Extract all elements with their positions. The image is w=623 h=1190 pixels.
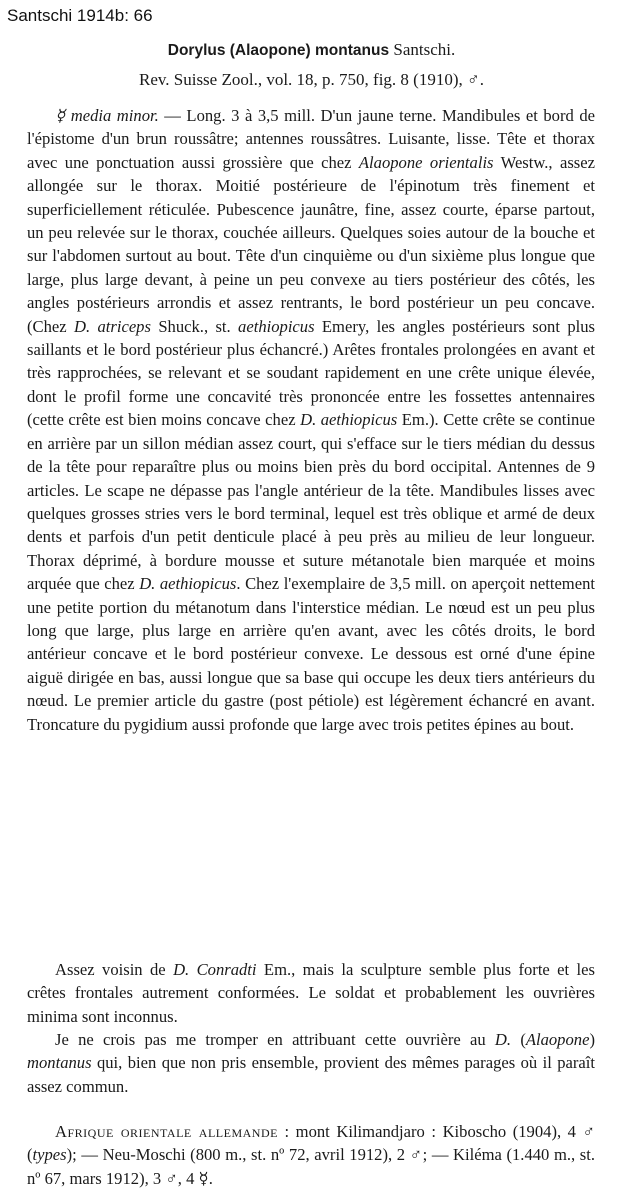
italic-run: D. aethiopicus <box>300 410 398 430</box>
text-run: — Long. 3 à 3,5 mill. D'un jaune terne. Mandibules et bord de l'épistome d'un brun roussâtre; antennes roussâtres. Luisante, lisse. Tête et thorax avec une ponctuation aussi grossière que chez <box>27 106 595 172</box>
italic-run: D. Conradti <box>173 960 257 979</box>
species-name: Dorylus (Alaopone) montanus <box>167 42 390 59</box>
italic-run: Alaopone <box>525 1030 590 1049</box>
small-caps-run: Afrique orientale allemande <box>55 1122 278 1141</box>
text-run: Je ne crois pas me tromper en attribuant cette ouvrière au <box>55 1030 495 1049</box>
italic-run: montanus <box>27 1053 92 1073</box>
italic-run: ☿ media minor. <box>55 106 159 125</box>
text-run: : mont Kilimandjaro : Kiboscho (1904), 4 ♂ ( <box>27 1122 595 1165</box>
text-run: qui, bien que non pris ensemble, provient des mêmes parages où il paraît assez commun. <box>27 1053 595 1096</box>
italic-run: D. aethiopicus <box>139 574 237 594</box>
italic-run: types <box>32 1145 67 1165</box>
italic-run: Alaopone orientalis <box>358 152 494 172</box>
text-run: Emery, les angles postérieurs sont plus saillants et le bord postérieur plus échancré.) Arêtes frontales prolongées en avant et très rapprochées, se relevant et se soudant rapidement en une crête unique élevée, dont le profil forme une concavité très prononcée entre les fossettes antennaires (cette crête est bien moins concave chez <box>27 316 595 430</box>
text-run: ); — Neu-Moschi (800 m., st. nº 72, avril 1912), 2 ♂; — Kiléma (1.440 m., st. nº 67, mars 1912), 3 ♂, 4 ☿. <box>27 1145 595 1188</box>
text-run: Westw., assez allongée sur le thorax. Moitié postérieure de l'épinotum très finement et superficiellement réticulée. Pubescence jaunâtre, fine, assez courte, éparse partout, un peu relevée sur le thorax, couchée ailleurs. Quelques soies autour de la bouche et sur l'abdomen surtout au bout. Tête d'un cinquième ou d'un sixième plus longue que large, plus large devant, à peine un peu convexe au tiers postérieur des côtés, les angles postérieurs arrondis et assez rentrants, le bord postérieur un peu concave. (Chez <box>27 152 595 336</box>
text-run: Em.). Cette crête se continue en arrière par un sillon médian assez court, qui s'efface sur le tiers médian du dessus de la tête pour reparaître plus ou moins bien près du bord occipital. Antennes de 9 articles. Le scape ne dépasse pas l'angle antérieur de la tête. Mandibules lisses avec quelques grosses stries vers le bord terminal, lequel est très oblique et armé de deux dents et parfois d'un petit denticule placé à peu près au milieu de leur longueur. Thorax déprimé, à bordure mousse et suture métanotale bien marquée et moins arquée que chez <box>27 410 595 594</box>
species-title <box>0 40 623 60</box>
text-run: Em., mais la sculpture semble plus forte et les crêtes frontales autrement conformées. Le soldat et probablement les ouvrières minima sont inconnus. <box>27 960 595 1026</box>
text-run: Shuck., st. <box>150 316 239 336</box>
text-run: . Chez l'exemplaire de 3,5 mill. on aperçoit nettement une petite portion du métanotum dans l'interstice médian. Le nœud est un peu plus long que large, plus large en arrière qu'en avant, avec les côtés droits, le bord antérieur concave et le bord postérieur convexe. Le dessous est orné d'une épine aiguë dirigée en bas, aussi longue que sa base qui occupe les deux tiers antérieurs du nœud. Le premier article du gastre (post pétiole) est légèrement échancré en avant. Troncature du pygidium aussi profonde que large avec trois petites épines au bout. <box>27 574 595 734</box>
attribution-paragraph <box>27 1028 595 1098</box>
species-author: Santschi. <box>393 40 456 59</box>
locality-paragraph <box>27 1120 595 1190</box>
text-run: Assez voisin de <box>55 960 174 979</box>
reference-line: Rev. Suisse Zool., vol. 18, p. 750, fig. 8 (1910), ♂. <box>138 70 485 89</box>
italic-run: D. atriceps <box>73 316 151 336</box>
description-paragraph <box>27 104 595 736</box>
citation-label: Santschi 1914b: 66 <box>7 6 153 25</box>
text-run: ( <box>511 1030 526 1049</box>
text-run: ) <box>589 1030 595 1049</box>
comparison-paragraph <box>27 958 595 1028</box>
italic-run: aethiopicus <box>238 316 315 336</box>
italic-run: D. <box>494 1030 512 1049</box>
